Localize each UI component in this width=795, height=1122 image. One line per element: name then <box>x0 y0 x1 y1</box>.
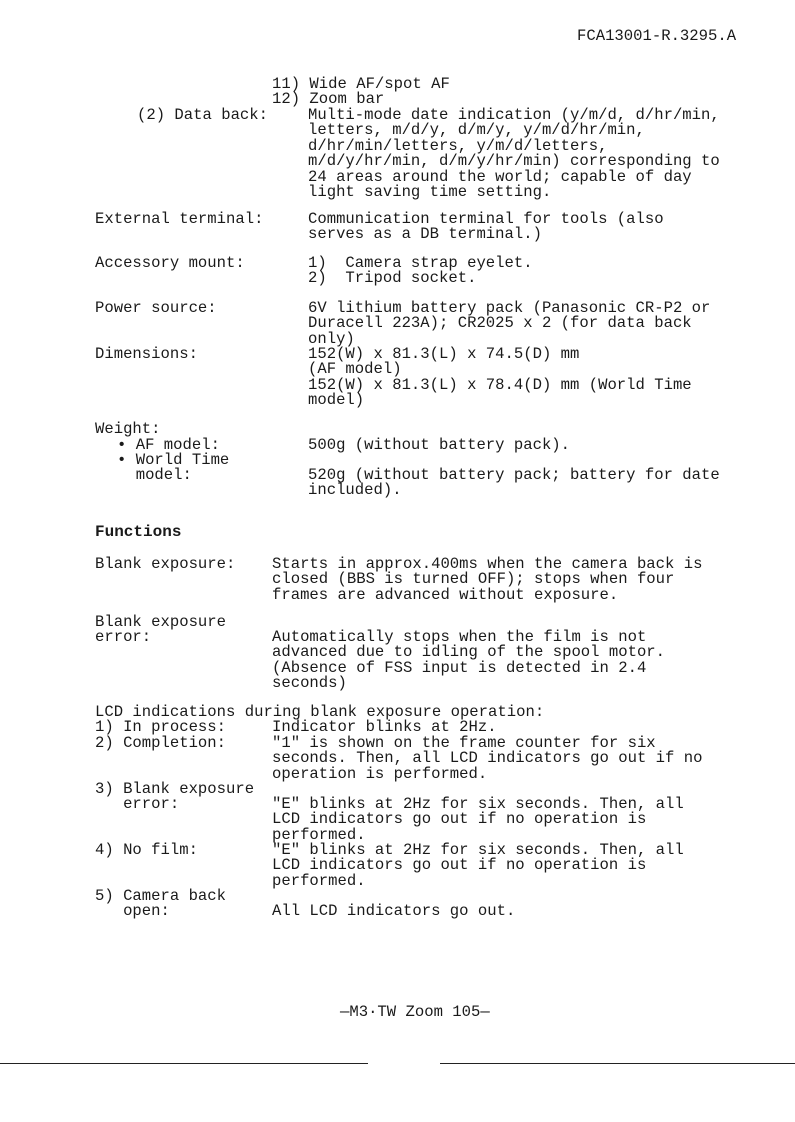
lcd-item-label: 3) Blank exposure error: <box>95 780 255 814</box>
weight-label: Weight: <box>95 420 161 438</box>
dimensions-value: 152(W) x 81.3(L) x 74.5(D) mm (AF model) 152(W) x 81.3(L) x 78.4(D) mm (World Time model) <box>308 345 692 410</box>
accessory-mount-label: Accessory mount: <box>95 254 245 272</box>
data-back-value: Multi-mode date indication (y/m/d, d/hr/min, letters, m/d/y, d/m/y, y/m/d/hr/min, d/hr/min/letters, y/m/d/letters, m/d/y/hr/min, d/m/y/hr/min) corresponding to 24 areas around the world; capable of day light saving time setting. <box>308 106 720 202</box>
data-back-label: (2) Data back: <box>137 106 269 124</box>
blank-exposure-error-label: Blank exposure error: <box>95 613 227 647</box>
lcd-item-value: All LCD indicators go out. <box>272 902 516 920</box>
power-source-label: Power source: <box>95 299 217 317</box>
lcd-heading: LCD indications during blank exposure operation: <box>95 703 545 721</box>
footer-rule-right <box>440 1063 795 1064</box>
external-terminal-value: Communication terminal for tools (also serves as a DB terminal.) <box>308 210 664 244</box>
lcd-item-value: Indicator blinks at 2Hz. <box>272 718 497 736</box>
weight-af-value: 500g (without battery pack). <box>308 436 571 454</box>
external-terminal-label: External terminal: <box>95 210 264 228</box>
blank-exposure-error-value: Automatically stops when the film is not advanced due to idling of the spool motor. (Absence of FSS input is detected in 2.4 seconds) <box>272 628 666 693</box>
lcd-item-label: 4) No film: <box>95 841 198 859</box>
accessory-mount-value: 1) Camera strap eyelet. 2) Tripod socket. <box>308 254 533 288</box>
document-id: FCA13001-R.3295.A <box>577 27 737 45</box>
lcd-item-value: "E" blinks at 2Hz for six seconds. Then, all LCD indicators go out if no operation is performed. <box>272 841 684 890</box>
dimensions-label: Dimensions: <box>95 345 198 363</box>
spec-item-12: 12) Zoom bar <box>272 90 385 108</box>
lcd-item-value: "E" blinks at 2Hz for six seconds. Then, all LCD indicators go out if no operation is performed. <box>272 795 684 844</box>
lcd-item-value: "1" is shown on the frame counter for six seconds. Then, all LCD indicators go out if no operation is performed. <box>272 734 703 783</box>
weight-world-time-value: 520g (without battery pack; battery for date included). <box>308 466 720 500</box>
lcd-item-label: 2) Completion: <box>95 734 227 752</box>
footer-rule-left <box>0 1063 368 1064</box>
page-footer: —M3·TW Zoom 105— <box>340 1003 490 1021</box>
lcd-item-label: 5) Camera back open: <box>95 887 227 921</box>
power-source-value: 6V lithium battery pack (Panasonic CR-P2 or Duracell 223A); CR2025 x 2 (for data back only) <box>308 299 711 348</box>
functions-heading: Functions <box>95 523 182 541</box>
lcd-item-label: 1) In process: <box>95 718 227 736</box>
blank-exposure-label: Blank exposure: <box>95 555 236 573</box>
blank-exposure-value: Starts in approx.400ms when the camera back is closed (BBS is turned OFF); stops when four frames are advanced without exposure. <box>272 555 703 604</box>
weight-af-label: • AF model: <box>117 436 220 454</box>
spec-item-11: 11) Wide AF/spot AF <box>272 75 450 93</box>
weight-world-time-label: • World Time model: <box>117 451 230 485</box>
